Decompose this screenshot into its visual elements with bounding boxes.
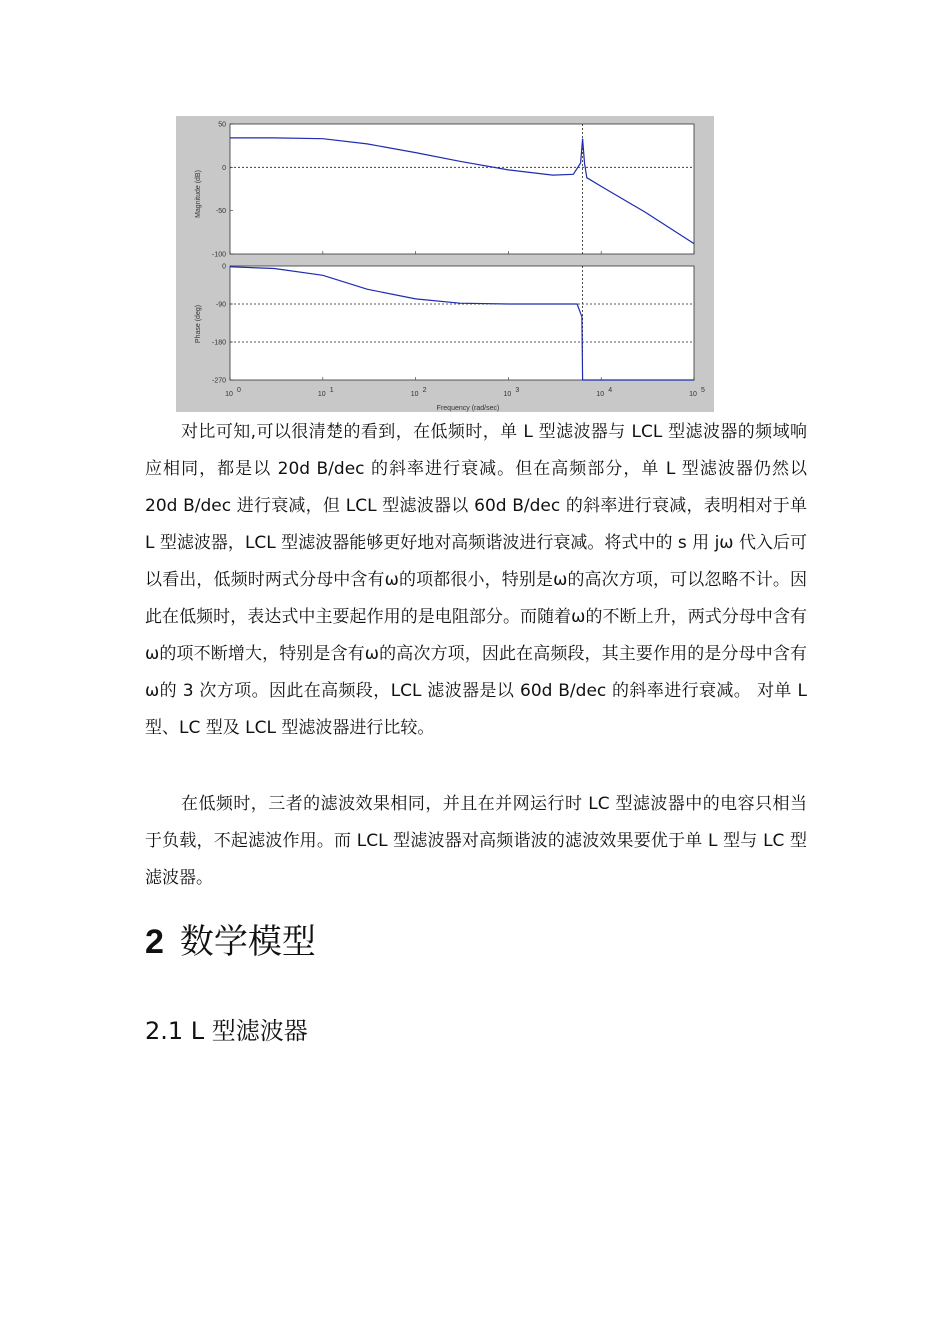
bode-plot-svg [176,116,714,412]
magnitude-ylabel: Magnitude (dB) [195,170,202,218]
magnitude-panel [212,122,694,259]
x-tick-label: 10 [225,391,233,398]
magnitude-plot-area [230,124,694,254]
subsection-heading: 2.1 L 型滤波器 [145,1017,308,1045]
magnitude-y-tick-label: 0 [222,164,226,172]
x-tick-exponent: 3 [515,387,520,394]
phase-y-tick-label: 0 [222,263,226,271]
x-tick-exponent: 5 [701,387,705,394]
magnitude-y-tick-label: 50 [218,121,226,129]
x-tick-label: 10 [596,391,605,398]
x-tick-label: 10 [503,391,512,398]
paragraph-low-frequency: 在低频时，三者的滤波效果相同，并且在并网运行时 LC 型滤波器中的电容只相当于负载，不起滤波作用。而 LCL 型滤波器对高频谐波的滤波效果要优于单 L 型与 LC 型滤波器。 [145,794,807,888]
phase-plot-area [230,266,694,380]
magnitude-y-tick-label: -100 [211,251,226,259]
x-tick-label: 10 [410,391,419,398]
x-tick-exponent: 0 [237,387,241,394]
phase-panel [212,264,694,385]
phase-y-tick-label: -180 [211,339,226,347]
phase-y-tick-label: -270 [211,377,226,385]
section-number: 2 [145,923,164,961]
x-tick-label: 10 [689,391,697,398]
x-tick-exponent: 2 [422,387,427,394]
section-heading [145,918,316,966]
x-axis-label: Frequency (rad/sec) [436,405,500,412]
paragraph-comparison: 对比可知,可以很清楚的看到，在低频时，单 L 型滤波器与 LCL 型滤波器的频域响应相同，都是以 20d B/dec 的斜率进行衰减。但在高频部分，单 L 型滤波器仍然以 20d B/dec 进行衰减，但 LCL 型滤波器以 60d B/dec 的斜率进行衰减，表明相对于单 L 型滤波器，LCL 型滤波器能够更好地对高频谐波进行衰减。将式中的 s 用 jω 代入后可以看出，低频时两式分母中含有ω的项都很小，特别是ω的高次方项，可以忽略不计。因此在低频时，表达式中主要起作用的是电阻部分。而随着ω的不断上升，两式分母中含有ω的项不断增大，特别是含有ω的高次方项，因此在高频段，其主要作用的是分母中含有ω的 3 次方项。因此在高频段，LCL 滤波器是以 60d B/dec 的斜率进行衰减。 对单 L 型、LC 型及 LCL 型滤波器进行比较。 [145,422,807,738]
bode-plot-figure [176,116,714,412]
x-tick-exponent: 1 [329,387,334,394]
phase-y-tick-label: -90 [215,301,226,309]
magnitude-y-tick-label: -50 [215,208,226,216]
x-tick-label: 10 [317,391,326,398]
section-title: 数学模型 [179,922,316,962]
phase-ylabel: Phase (deg) [195,304,202,344]
x-tick-exponent: 4 [608,387,613,394]
